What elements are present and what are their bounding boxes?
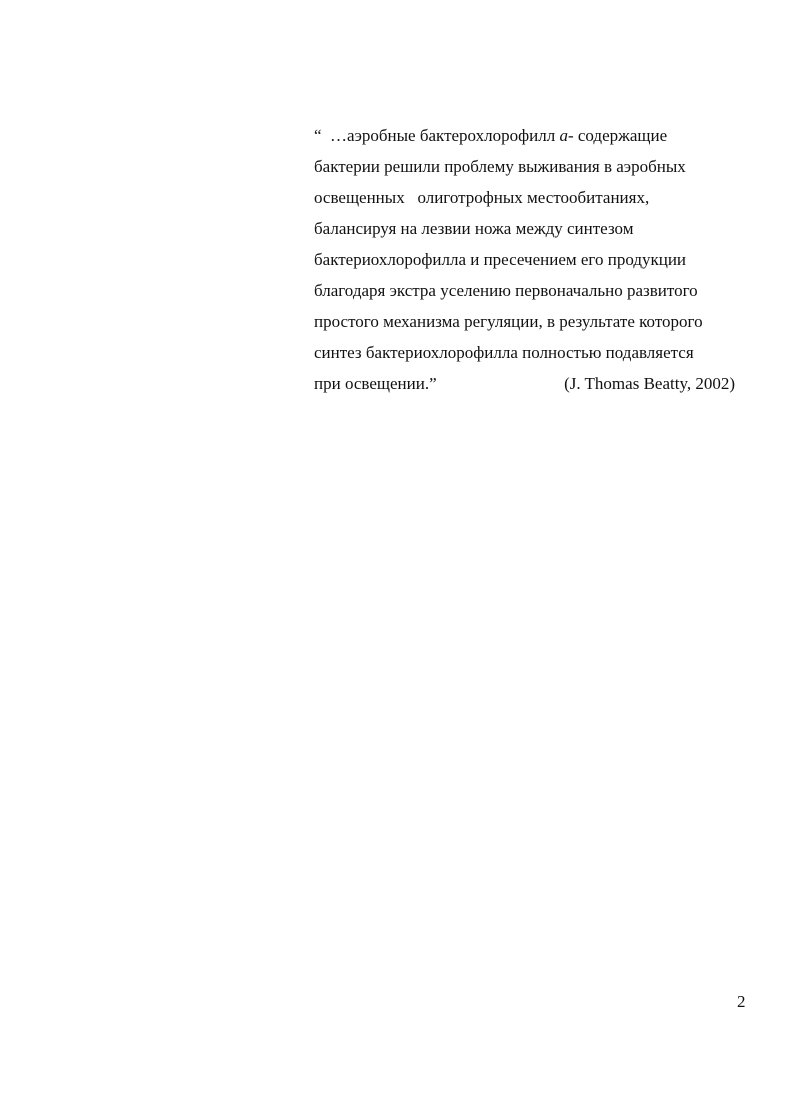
quote-line-6: благодаря экстра уселению первоначально развитого [314, 281, 698, 300]
quote-attribution: (J. Thomas Beatty, 2002) [564, 374, 735, 393]
epigraph-quote [314, 120, 744, 399]
quote-line-1: “ …аэробные бактерохлорофилл а- содержащие [314, 126, 668, 145]
quote-line-9: при освещении.” [314, 374, 437, 393]
quote-line-7: простого механизма регуляции, в результате которого [314, 312, 703, 331]
quote-line-3: освещенных олиготрофных местообитаниях, [314, 188, 650, 207]
quote-line-5: бактериохлорофилла и пресечением его продукции [314, 250, 687, 269]
quote-line-2: бактерии решили проблему выживания в аэробных [314, 157, 686, 176]
quote-line-4: балансируя на лезвии ножа между синтезом [314, 219, 634, 238]
quote-line-8: синтез бактериохлорофилла полностью подавляется [314, 343, 694, 362]
page-number: 2 [737, 992, 746, 1011]
quote-last-line [314, 368, 735, 399]
